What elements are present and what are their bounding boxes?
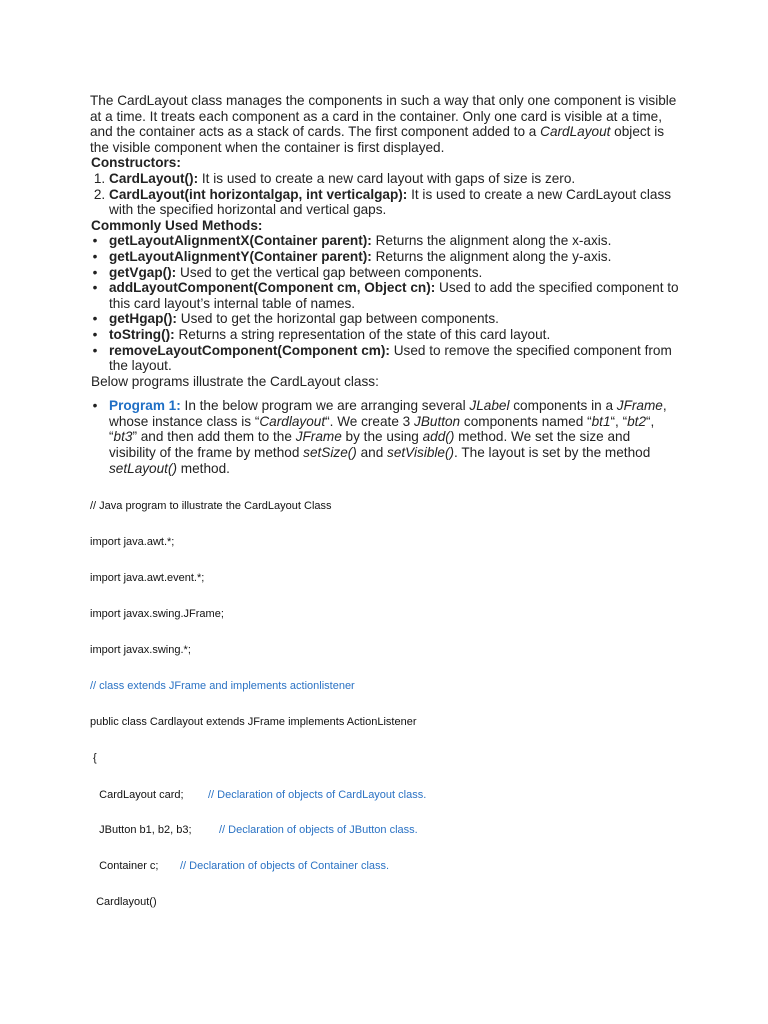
programs-list (90, 398, 680, 476)
code-line: // Java program to illustrate the CardLayout Class (90, 500, 332, 512)
code-line: import java.awt.event.*; (90, 572, 205, 584)
bullet-icon: • (92, 233, 98, 249)
list-item: 1. CardLayout(): It is used to create a new card layout with gaps of size is zero. (109, 171, 680, 187)
bullet-icon: • (92, 342, 98, 358)
code-line: Container c; // Declaration of objects of Container class. (90, 860, 390, 872)
intro-paragraph: The CardLayout class manages the components in such a way that only one component is visible at a time. It treats each component as a card in the container. Only one card is visible at a time, and the container acts as a stack of cards. The first component added to a CardLayout object is the visible component when the container is first displayed. (90, 93, 677, 155)
bullet-icon: • (92, 264, 98, 280)
constructors-heading: Constructors: (91, 155, 181, 171)
code-comment: // Declaration of objects of CardLayout class. (208, 789, 427, 801)
bullet-icon: • (92, 311, 98, 327)
bullet-icon: • (92, 248, 98, 264)
code-line: import java.awt.*; (90, 536, 175, 548)
bullet-icon: • (92, 326, 98, 342)
list-item: • getVgap(): Used to get the vertical gap between components. (109, 265, 680, 281)
list-item: • toString(): Returns a string representation of the state of this card layout. (109, 327, 680, 343)
programs-intro: Below programs illustrate the CardLayout class: (91, 373, 379, 389)
code-line: { (90, 752, 97, 764)
code-line: import javax.swing.JFrame; (90, 608, 224, 620)
list-item: • Program 1: In the below program we are arranging several JLabel components in a JFrame, whose instance class is “Cardlayout“. We create 3 JButton components named “bt1“, “bt2“, “bt3” and then add them to the JFrame by the using add() method. We set the size and visibility of the frame by method setSize() and setVisible(). The layout is set by the method setLayout() method. (109, 398, 680, 476)
code-line: CardLayout card; // Declaration of objects of CardLayout class. (90, 789, 427, 801)
article-body (90, 93, 680, 476)
code-line: JButton b1, b2, b3; // Declaration of objects of JButton class. (90, 824, 418, 836)
list-item: • getHgap(): Used to get the horizontal gap between components. (109, 311, 680, 327)
list-item: • addLayoutComponent(Component cm, Object cn): Used to add the specified component to this card layout’s internal table of names. (109, 280, 680, 311)
code-comment: // Declaration of objects of Container class. (180, 860, 390, 872)
code-line: Cardlayout() (90, 896, 157, 908)
bullet-icon: • (92, 280, 98, 296)
code-comment: // class extends JFrame and implements actionlistener (90, 680, 355, 692)
code-comment: // Declaration of objects of JButton class. (219, 824, 418, 836)
list-item: • removeLayoutComponent(Component cm): Used to remove the specified component from the layout. (109, 343, 680, 374)
program-label: Program 1: (109, 398, 181, 414)
methods-heading: Commonly Used Methods: (91, 217, 263, 233)
list-item: • getLayoutAlignmentY(Container parent): Returns the alignment along the y-axis. (109, 249, 680, 265)
code-line: public class Cardlayout extends JFrame implements ActionListener (90, 716, 417, 728)
bullet-icon: • (92, 398, 98, 414)
constructors-list (90, 171, 680, 218)
code-line: import javax.swing.*; (90, 644, 191, 656)
list-item: • getLayoutAlignmentX(Container parent): Returns the alignment along the x-axis. (109, 233, 680, 249)
methods-list (90, 233, 680, 373)
list-item: 2. CardLayout(int horizontalgap, int verticalgap): It is used to create a new CardLayout class with the specified horizontal and vertical gaps. (109, 187, 680, 218)
